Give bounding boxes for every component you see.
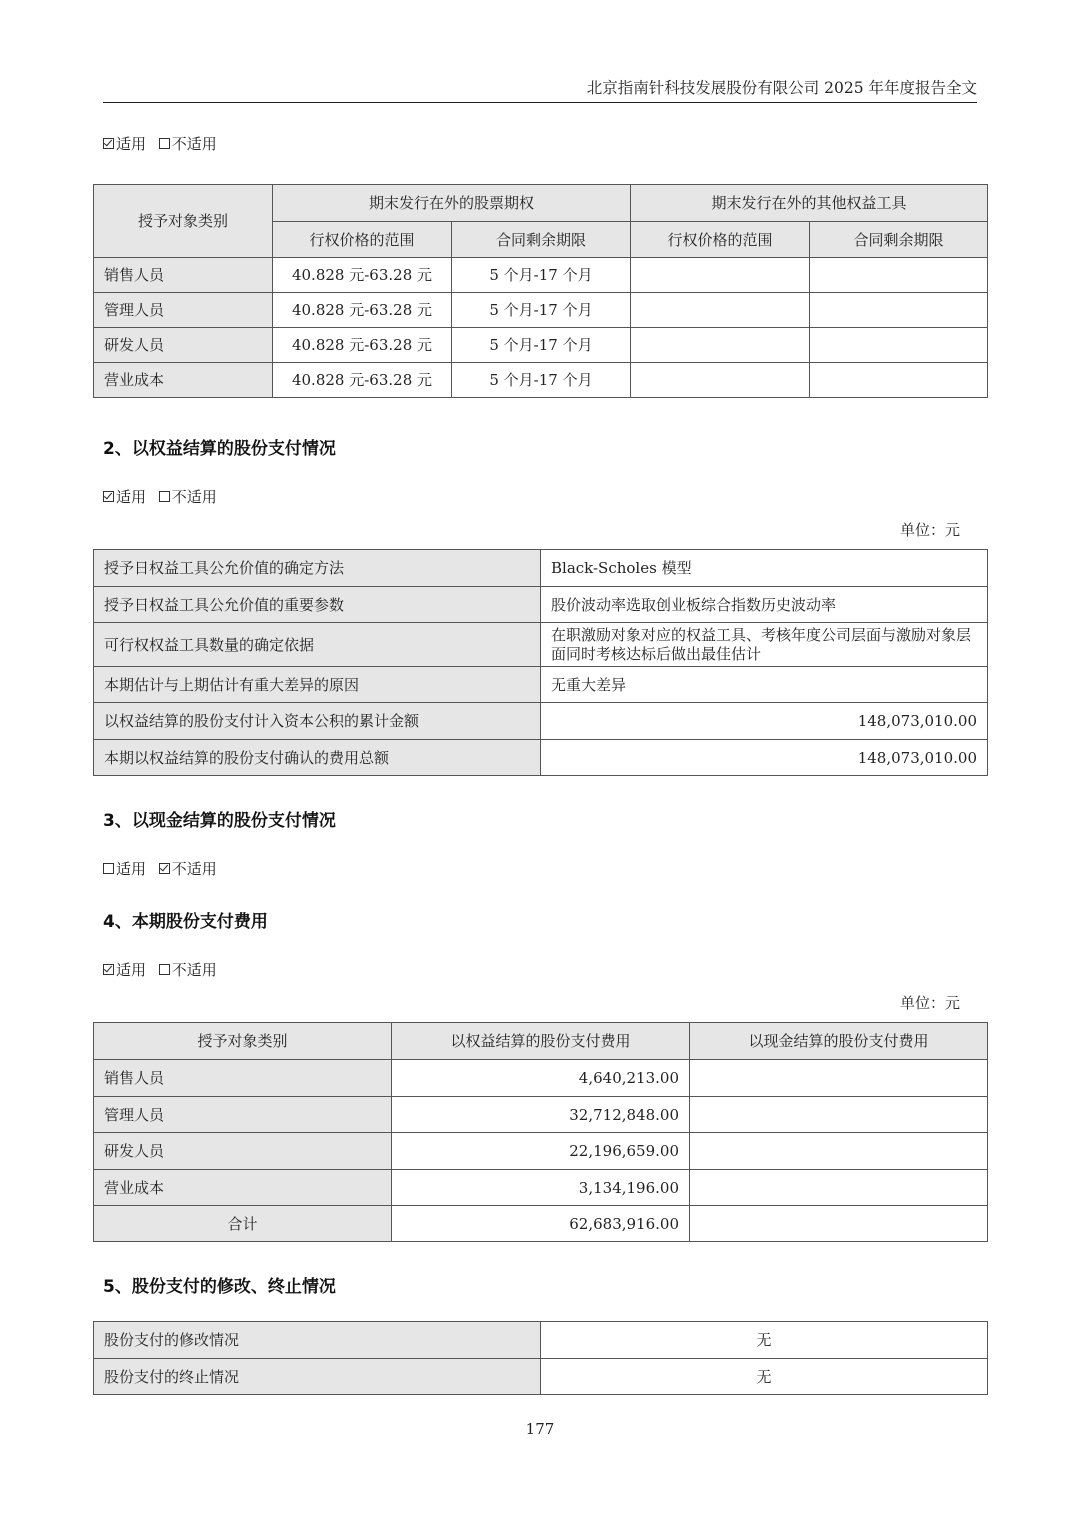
category-cell: 研发人员	[94, 328, 273, 363]
row-value: 股价波动率选取创业板综合指数历史波动率	[541, 587, 988, 623]
applicability-row-1	[103, 133, 217, 154]
equity-settled-table	[93, 549, 988, 776]
header-rule	[103, 102, 977, 103]
equity-cell: 3,134,196.00	[392, 1170, 690, 1206]
category-cell: 管理人员	[94, 1097, 392, 1133]
header-other-equity: 期末发行在外的其他权益工具	[631, 185, 988, 222]
share-payment-expense-table	[93, 1022, 988, 1242]
total-equity: 62,683,916.00	[392, 1206, 690, 1242]
category-cell: 营业成本	[94, 363, 273, 398]
section-2-title: 2、以权益结算的股份支付情况	[103, 439, 336, 459]
term-cell: 5 个月-17 个月	[452, 363, 631, 398]
report-header: 北京指南针科技发展股份有限公司 2025 年年度报告全文	[586, 79, 977, 97]
not-applicable-label: 不适用	[171, 135, 217, 153]
other-term-cell	[810, 293, 988, 328]
row-label: 可行权权益工具数量的确定依据	[94, 623, 541, 667]
row-label: 本期以权益结算的股份支付确认的费用总额	[94, 740, 541, 776]
category-cell: 管理人员	[94, 293, 273, 328]
checked-box-icon	[103, 138, 114, 149]
total-label: 合计	[94, 1206, 392, 1242]
category-cell: 研发人员	[94, 1133, 392, 1170]
table-row	[94, 293, 988, 328]
applicable-label: 适用	[116, 961, 147, 979]
not-applicable-label: 不适用	[171, 961, 217, 979]
equity-cell: 4,640,213.00	[392, 1060, 690, 1097]
equity-cell: 22,196,659.00	[392, 1133, 690, 1170]
table-row	[94, 328, 988, 363]
header-price-range: 行权价格的范围	[273, 222, 452, 258]
header-equity-expense: 以权益结算的股份支付费用	[392, 1023, 690, 1060]
table-row	[94, 550, 988, 587]
other-term-cell	[810, 363, 988, 398]
price-range-cell: 40.828 元-63.28 元	[273, 328, 452, 363]
term-cell: 5 个月-17 个月	[452, 258, 631, 293]
table-row	[94, 1170, 988, 1206]
applicability-row-2	[103, 486, 217, 507]
price-range-cell: 40.828 元-63.28 元	[273, 363, 452, 398]
applicable-label: 适用	[116, 488, 147, 506]
unchecked-box-icon	[159, 964, 170, 975]
row-label: 本期估计与上期估计有重大差异的原因	[94, 667, 541, 703]
header-cash-expense: 以现金结算的股份支付费用	[690, 1023, 988, 1060]
term-cell: 5 个月-17 个月	[452, 293, 631, 328]
modification-termination-table	[93, 1321, 988, 1395]
row-value: 无	[541, 1322, 988, 1359]
category-cell: 营业成本	[94, 1170, 392, 1206]
header-other-price-range: 行权价格的范围	[631, 222, 810, 258]
table-row	[94, 1060, 988, 1097]
cash-cell	[690, 1170, 988, 1206]
row-value: 148,073,010.00	[541, 740, 988, 776]
table-row	[94, 587, 988, 623]
not-applicable-label: 不适用	[171, 488, 217, 506]
row-label: 股份支付的终止情况	[94, 1359, 541, 1395]
table-row	[94, 258, 988, 293]
applicable-label: 适用	[116, 860, 147, 878]
row-value: 在职激励对象对应的权益工具、考核年度公司层面与激励对象层面同时考核达标后做出最佳估计	[541, 623, 988, 667]
table-row	[94, 623, 988, 667]
section-3-title: 3、以现金结算的股份支付情况	[103, 811, 336, 831]
other-price-cell	[631, 293, 810, 328]
header-remaining-term: 合同剩余期限	[452, 222, 631, 258]
table-row	[94, 363, 988, 398]
header-other-remaining-term: 合同剩余期限	[810, 222, 988, 258]
applicable-label: 适用	[116, 135, 147, 153]
price-range-cell: 40.828 元-63.28 元	[273, 293, 452, 328]
row-label: 股份支付的修改情况	[94, 1322, 541, 1359]
row-label: 以权益结算的股份支付计入资本公积的累计金额	[94, 703, 541, 740]
price-range-cell: 40.828 元-63.28 元	[273, 258, 452, 293]
row-value: Black-Scholes 模型	[541, 550, 988, 587]
other-price-cell	[631, 363, 810, 398]
other-term-cell	[810, 328, 988, 363]
unit-label: 单位：元	[899, 521, 960, 539]
table-row	[94, 1359, 988, 1395]
table-row	[94, 740, 988, 776]
unchecked-box-icon	[159, 491, 170, 502]
cash-cell	[690, 1133, 988, 1170]
applicability-row-3	[103, 858, 217, 879]
table-row	[94, 1322, 988, 1359]
section-5-title: 5、股份支付的修改、终止情况	[103, 1277, 336, 1297]
row-value: 无重大差异	[541, 667, 988, 703]
section-4-title: 4、本期股份支付费用	[103, 912, 268, 932]
category-cell: 销售人员	[94, 258, 273, 293]
header-category: 授予对象类别	[94, 1023, 392, 1060]
unit-label: 单位：元	[899, 994, 960, 1012]
other-term-cell	[810, 258, 988, 293]
total-cash	[690, 1206, 988, 1242]
table-row	[94, 1133, 988, 1170]
table-row	[94, 1097, 988, 1133]
header-stock-options: 期末发行在外的股票期权	[273, 185, 631, 222]
category-cell: 销售人员	[94, 1060, 392, 1097]
term-cell: 5 个月-17 个月	[452, 328, 631, 363]
page-number: 177	[525, 1420, 555, 1438]
total-row	[94, 1206, 988, 1242]
cash-cell	[690, 1097, 988, 1133]
table-row	[94, 703, 988, 740]
unchecked-box-icon	[103, 863, 114, 874]
row-label: 授予日权益工具公允价值的重要参数	[94, 587, 541, 623]
not-applicable-label: 不适用	[171, 860, 217, 878]
header-category: 授予对象类别	[94, 185, 273, 258]
row-value: 无	[541, 1359, 988, 1395]
table-row	[94, 667, 988, 703]
row-value: 148,073,010.00	[541, 703, 988, 740]
unchecked-box-icon	[159, 138, 170, 149]
checked-box-icon	[103, 964, 114, 975]
other-price-cell	[631, 328, 810, 363]
equity-cell: 32,712,848.00	[392, 1097, 690, 1133]
checked-box-icon	[159, 863, 170, 874]
row-label: 授予日权益工具公允价值的确定方法	[94, 550, 541, 587]
checked-box-icon	[103, 491, 114, 502]
cash-cell	[690, 1060, 988, 1097]
other-price-cell	[631, 258, 810, 293]
applicability-row-4	[103, 959, 217, 980]
stock-options-table	[93, 184, 988, 398]
